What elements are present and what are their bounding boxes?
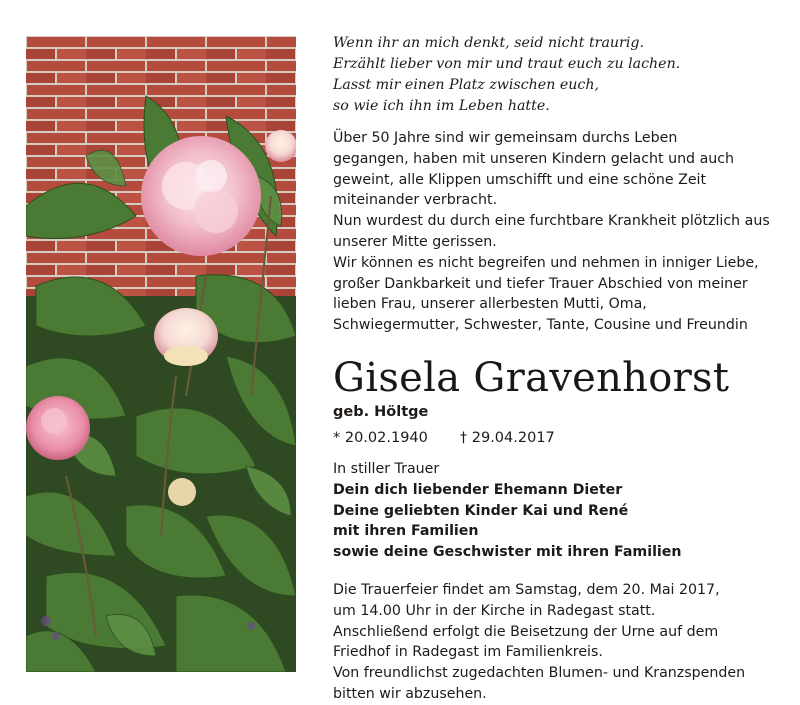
ceremony-line: Anschließend erfolgt die Beisetzung der Urne auf dem <box>333 623 719 640</box>
mourner-line: Dein dich liebender Ehemann Dieter <box>333 481 623 498</box>
paragraph-line: Nun wurdest du durch eine furchtbare Krankheit plötzlich aus <box>333 213 770 230</box>
poem-line: Erzählt lieber von mir und traut euch zu lachen. <box>333 56 681 72</box>
paragraph-line: großer Dankbarkeit und tiefer Trauer Abschied von meiner <box>333 275 748 292</box>
poem-line: Lasst mir einen Platz zwischen euch, <box>333 77 599 93</box>
peony-image <box>26 36 296 672</box>
paragraph-line: Wir können es nicht begreifen und nehmen in inniger Liebe, <box>333 254 759 271</box>
ceremony-line: Von freundlichst zugedachten Blumen- und Kranzspenden <box>333 665 746 682</box>
death-date: † 29.04.2017 <box>459 429 555 446</box>
paragraph-line: unserer Mitte gerissen. <box>333 233 497 250</box>
memorial-photo <box>26 36 296 672</box>
ceremony-line: Friedhof in Radegast im Familienkreis. <box>333 644 603 661</box>
mourner-line: mit ihren Familien <box>333 523 479 540</box>
poem-line: so wie ich ihn im Leben hatte. <box>333 98 550 114</box>
obituary-text <box>333 33 783 705</box>
paragraph-line: Über 50 Jahre sind wir gemeinsam durchs Leben <box>333 130 678 146</box>
ceremony-info <box>333 580 783 705</box>
paragraph-line: lieben Frau, unserer allerbesten Mutti, Oma, <box>333 296 647 313</box>
paragraph-line: gegangen, haben mit unseren Kindern gelacht und auch <box>333 150 735 167</box>
tribute-paragraph <box>333 128 783 336</box>
deceased-name: Gisela Gravenhorst <box>333 354 730 401</box>
poem <box>333 33 783 117</box>
mourners-intro: In stiller Trauer <box>333 460 440 477</box>
ceremony-line: Die Trauerfeier findet am Samstag, dem 20. Mai 2017, <box>333 581 720 598</box>
mourner-line: Deine geliebten Kinder Kai und René <box>333 502 629 519</box>
birth-date: * 20.02.1940 <box>333 429 428 446</box>
maiden-name: geb. Höltge <box>333 403 429 420</box>
poem-line: Wenn ihr an mich denkt, seid nicht traurig. <box>333 35 644 51</box>
ceremony-line: bitten wir abzusehen. <box>333 685 487 702</box>
mourner-line: sowie deine Geschwister mit ihren Familien <box>333 544 682 561</box>
paragraph-line: miteinander verbracht. <box>333 192 498 209</box>
paragraph-line: Schwiegermutter, Schwester, Tante, Cousine und Freundin <box>333 317 748 334</box>
paragraph-line: geweint, alle Klippen umschifft und eine schöne Zeit <box>333 171 707 188</box>
life-dates <box>333 427 783 449</box>
mourners <box>333 459 783 563</box>
ceremony-line: um 14.00 Uhr in der Kirche in Radegast statt. <box>333 602 656 619</box>
